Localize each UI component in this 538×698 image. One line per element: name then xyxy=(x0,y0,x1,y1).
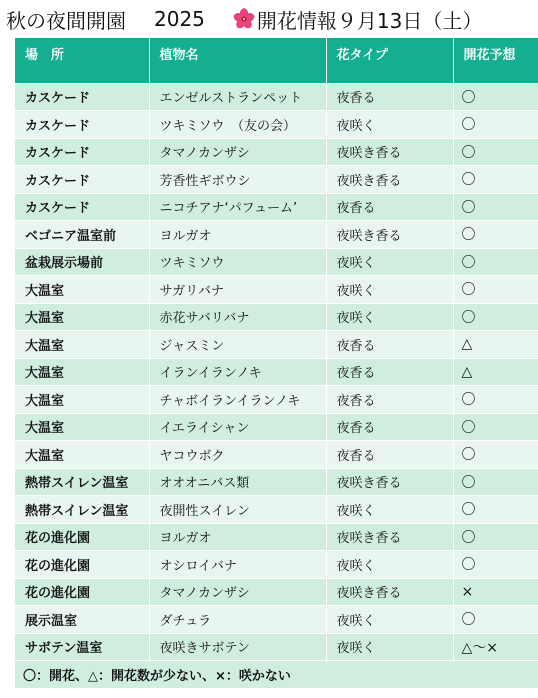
bloom-info-date: 開花情報９月13日（土） xyxy=(256,8,483,33)
cell-location: カスケード xyxy=(15,193,149,221)
table-row xyxy=(15,193,538,221)
cell-location: 大温室 xyxy=(15,358,149,386)
cell-flower-type: 夜咲き香る xyxy=(326,523,453,551)
table-row xyxy=(15,221,538,249)
table-row xyxy=(15,111,538,139)
cell-plant: ヨルガオ xyxy=(149,523,326,551)
cell-location: カスケード xyxy=(15,111,149,139)
cell-flower-type: 夜咲く xyxy=(326,111,453,139)
cell-forecast: 〇 xyxy=(453,83,538,111)
table-row xyxy=(15,331,538,359)
cell-plant: サガリバナ xyxy=(149,276,326,304)
cell-flower-type: 夜咲き香る xyxy=(326,166,453,194)
cell-plant: イランイランノキ xyxy=(149,358,326,386)
cell-flower-type: 夜咲き香る xyxy=(326,138,453,166)
cell-location: 花の進化園 xyxy=(15,551,149,579)
cell-location: カスケード xyxy=(15,138,149,166)
table-row xyxy=(15,441,538,469)
cell-forecast: 〇 xyxy=(453,386,538,414)
cell-location: サボテン温室 xyxy=(15,633,149,661)
cell-location: 大温室 xyxy=(15,413,149,441)
cell-plant: ヨルガオ xyxy=(149,221,326,249)
cell-flower-type: 夜咲く xyxy=(326,633,453,661)
table-row xyxy=(15,551,538,579)
cell-plant: オシロイバナ xyxy=(149,551,326,579)
cell-location: カスケード xyxy=(15,83,149,111)
table-row xyxy=(15,358,538,386)
cell-plant: ツキミソウ （友の会） xyxy=(149,111,326,139)
table-row xyxy=(15,413,538,441)
cell-forecast: 〇 xyxy=(453,468,538,496)
table-row xyxy=(15,523,538,551)
table-row xyxy=(15,496,538,524)
cell-flower-type: 夜咲く xyxy=(326,551,453,579)
cell-forecast: △ xyxy=(453,358,538,386)
cell-location: 大温室 xyxy=(15,303,149,331)
table-row xyxy=(15,468,538,496)
cell-forecast: 〇 xyxy=(453,248,538,276)
table-row xyxy=(15,303,538,331)
cell-plant: 夜咲きサボテン xyxy=(149,633,326,661)
cell-location: 大温室 xyxy=(15,331,149,359)
cell-flower-type: 夜香る xyxy=(326,413,453,441)
cell-flower-type: 夜香る xyxy=(326,358,453,386)
table-row xyxy=(15,276,538,304)
cell-forecast: △～× xyxy=(453,633,538,661)
cell-plant: ジャスミン xyxy=(149,331,326,359)
legend-row xyxy=(15,661,538,688)
cell-location: カスケード xyxy=(15,166,149,194)
bloom-table xyxy=(15,38,538,688)
cell-forecast: 〇 xyxy=(453,441,538,469)
cell-location: 大温室 xyxy=(15,386,149,414)
cell-forecast: 〇 xyxy=(453,413,538,441)
cell-plant: 赤花サバリバナ xyxy=(149,303,326,331)
cell-plant: ニコチアナ‘パフューム’ xyxy=(149,193,326,221)
cell-flower-type: 夜香る xyxy=(326,193,453,221)
cell-location: 熱帯スイレン温室 xyxy=(15,468,149,496)
header-flower-type: 花タイプ xyxy=(326,38,453,83)
cell-flower-type: 夜咲く xyxy=(326,276,453,304)
header-location: 場 所 xyxy=(15,38,149,83)
cell-plant: オオオニバス類 xyxy=(149,468,326,496)
cell-plant: タマノカンザシ xyxy=(149,578,326,606)
cell-location: 大温室 xyxy=(15,276,149,304)
table-header-row xyxy=(15,38,538,83)
cell-plant: ダチュラ xyxy=(149,606,326,634)
cell-flower-type: 夜香る xyxy=(326,386,453,414)
hibiscus-flower-icon xyxy=(233,8,255,30)
cell-forecast: 〇 xyxy=(453,606,538,634)
cell-forecast: 〇 xyxy=(453,276,538,304)
cell-plant: チャボイランイランノキ xyxy=(149,386,326,414)
cell-plant: タマノカンザシ xyxy=(149,138,326,166)
cell-plant: エンゼルストランペット xyxy=(149,83,326,111)
cell-flower-type: 夜咲く xyxy=(326,496,453,524)
table-row xyxy=(15,633,538,661)
cell-flower-type: 夜咲く xyxy=(326,303,453,331)
table-row xyxy=(15,138,538,166)
cell-forecast: 〇 xyxy=(453,551,538,579)
title-year: 2025 xyxy=(154,7,205,31)
table-row xyxy=(15,83,538,111)
cell-forecast: 〇 xyxy=(453,166,538,194)
header-plant: 植物名 xyxy=(149,38,326,83)
cell-forecast: 〇 xyxy=(453,111,538,139)
cell-flower-type: 夜香る xyxy=(326,441,453,469)
cell-flower-type: 夜香る xyxy=(326,331,453,359)
cell-flower-type: 夜咲き香る xyxy=(326,468,453,496)
cell-flower-type: 夜咲き香る xyxy=(326,221,453,249)
cell-flower-type: 夜咲き香る xyxy=(326,578,453,606)
header-forecast: 開花予想 xyxy=(453,38,538,83)
cell-plant: ツキミソウ xyxy=(149,248,326,276)
cell-location: 大温室 xyxy=(15,441,149,469)
cell-forecast: 〇 xyxy=(453,221,538,249)
cell-plant: ヤコウボク xyxy=(149,441,326,469)
cell-flower-type: 夜咲く xyxy=(326,248,453,276)
cell-forecast: 〇 xyxy=(453,496,538,524)
cell-forecast: × xyxy=(453,578,538,606)
table-row xyxy=(15,386,538,414)
cell-forecast: 〇 xyxy=(453,138,538,166)
legend-text: 〇：開花、△：開花数が少ない、×：咲かない xyxy=(15,661,538,688)
cell-plant: 夜開性スイレン xyxy=(149,496,326,524)
cell-plant: イエライシャン xyxy=(149,413,326,441)
cell-location: 熱帯スイレン温室 xyxy=(15,496,149,524)
cell-location: 花の進化園 xyxy=(15,578,149,606)
page-title xyxy=(0,0,538,38)
cell-location: 盆栽展示場前 xyxy=(15,248,149,276)
cell-forecast: 〇 xyxy=(453,523,538,551)
title-text: 秋の夜間開園 xyxy=(6,8,126,33)
table-row xyxy=(15,578,538,606)
cell-location: 花の進化園 xyxy=(15,523,149,551)
cell-plant: 芳香性ギボウシ xyxy=(149,166,326,194)
cell-flower-type: 夜咲く xyxy=(326,606,453,634)
cell-forecast: △ xyxy=(453,331,538,359)
table-row xyxy=(15,166,538,194)
cell-forecast: 〇 xyxy=(453,303,538,331)
cell-location: 展示温室 xyxy=(15,606,149,634)
cell-flower-type: 夜香る xyxy=(326,83,453,111)
cell-forecast: 〇 xyxy=(453,193,538,221)
table-row xyxy=(15,248,538,276)
table-row xyxy=(15,606,538,634)
cell-location: ベゴニア温室前 xyxy=(15,221,149,249)
